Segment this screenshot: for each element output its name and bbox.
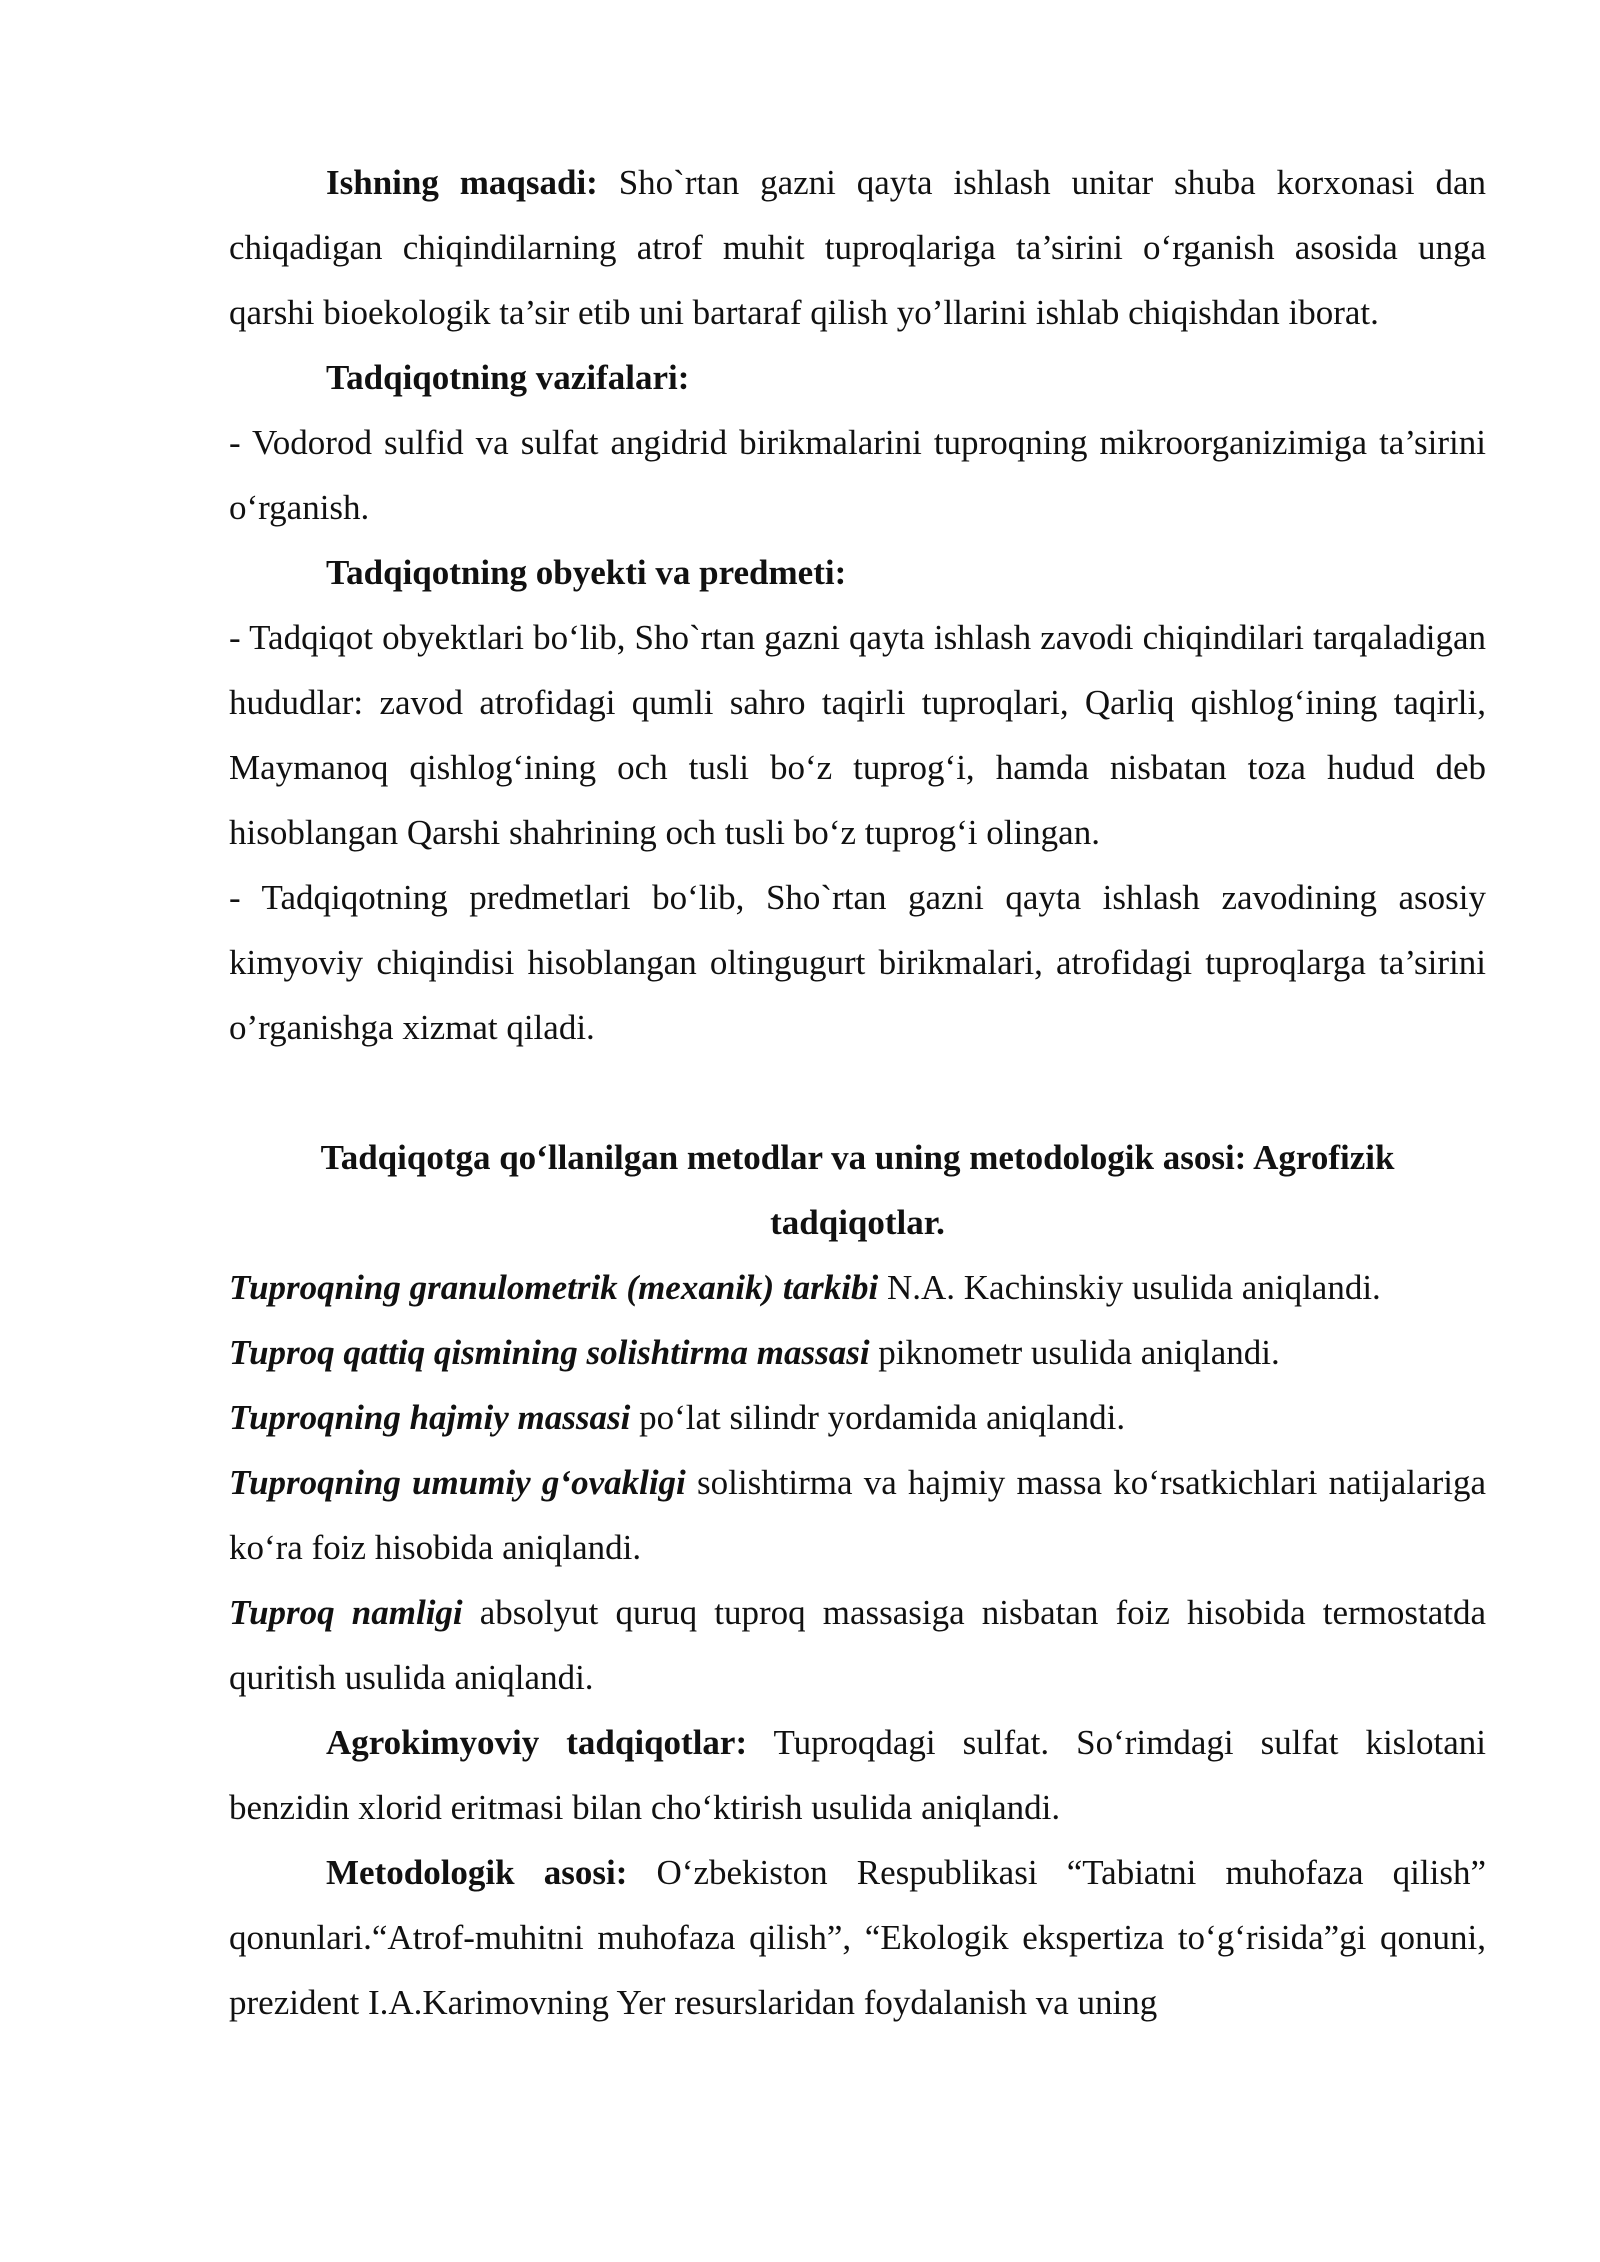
metod-text: solishtirma va hajmiy massa ko‘rsatkichlari natijalariga ko‘ra foiz hisobida aniqlandi. xyxy=(229,1463,1486,1567)
metod-term: Tuproqning hajmiy massasi xyxy=(229,1398,631,1437)
heading-vazifalar-text: Tadqiqotning vazifalari: xyxy=(326,358,690,397)
metod-text: absolyut quruq tuproq massasiga nisbatan foiz hisobida termostatda quritish usulida aniqlandi. xyxy=(229,1593,1486,1697)
metod-item-granulometrik xyxy=(229,1255,1486,1320)
metod-item-hajmiy xyxy=(229,1385,1486,1450)
heading-metodlar-line1 xyxy=(229,1125,1486,1190)
heading-metodlar-line1-text: Tadqiqotga qo‘llanilgan metodlar va uning metodologik asosi: Agrofizik xyxy=(320,1138,1395,1177)
metod-term: Tuproqning granulometrik (mexanik) tarkibi xyxy=(229,1268,879,1307)
text-maqsad: Sho`rtan gazni qayta ishlash unitar shuba korxonasi dan chiqadigan chiqindilarning atrof muhit tuproqlariga ta’sirini o‘rganish asosida unga qarshi bioekologik ta’sir etib uni bartaraf qilish yo’llarini ishlab chiqishdan iborat. xyxy=(229,163,1486,332)
metod-text: piknometr usulida aniqlandi. xyxy=(869,1333,1280,1372)
metod-item-govaklik xyxy=(229,1450,1486,1580)
obyekt-item-2: - Tadqiqotning predmetlari bo‘lib, Sho`rtan gazni qayta ishlash zavodining asosiy kimyoviy chiqindisi hisoblangan oltingugurt birikmalari, atrofidagi tuproqlarga ta’sirini o’rganishga xizmat qiladi. xyxy=(229,878,1486,1047)
heading-obyekt xyxy=(229,540,1486,605)
heading-metodlar-line2 xyxy=(229,1190,1486,1255)
metod-text: po‘lat silindr yordamida aniqlandi. xyxy=(630,1398,1126,1437)
metod-text: N.A. Kachinskiy usulida aniqlandi. xyxy=(878,1268,1381,1307)
paragraph-maqsad xyxy=(229,150,1486,345)
paragraph-agrokimyoviy xyxy=(229,1710,1486,1840)
heading-metodlar-line2-text: tadqiqotlar. xyxy=(770,1203,945,1242)
document-page xyxy=(229,150,1486,2035)
paragraph-metodologik xyxy=(229,1840,1486,2035)
metod-term: Tuproq qattiq qismining solishtirma massasi xyxy=(229,1333,870,1372)
vazifa-item-1: - Vodorod sulfid va sulfat angidrid birikmalarini tuproqning mikroorganizimiga ta’sirini o‘rganish. xyxy=(229,423,1486,527)
label-agrokimyoviy: Agrokimyoviy tadqiqotlar: xyxy=(326,1723,748,1762)
metod-item-solishtirma xyxy=(229,1320,1486,1385)
metod-item-namlik xyxy=(229,1580,1486,1710)
metod-term: Tuproqning umumiy g‘ovakligi xyxy=(229,1463,686,1502)
text-metodologik: O‘zbekiston Respublikasi “Tabiatni muhofaza qilish” qonunlari.“Atrof-muhitni muhofaza qilish”, “Ekologik ekspertiza to‘g‘risida”gi qonuni, prezident I.A.Karimovning Yer resurslaridan foydalanish va uning xyxy=(229,1853,1486,2022)
heading-obyekt-text: Tadqiqotning obyekti va predmeti: xyxy=(326,553,847,592)
blank-line xyxy=(229,1060,1486,1125)
obyekt-item-1: - Tadqiqot obyektlari bo‘lib, Sho`rtan gazni qayta ishlash zavodi chiqindilari tarqaladigan hududlar: zavod atrofidagi qumli sahro taqirli tuproqlari, Qarliq qishlog‘ining taqirli, Maymanoq qishlog‘ining och tusli bo‘z tuprog‘i, hamda nisbatan toza hudud deb hisoblangan Qarshi shahrining och tusli bo‘z tuprog‘i olingan. xyxy=(229,618,1486,852)
label-metodologik: Metodologik asosi: xyxy=(326,1853,628,1892)
metod-term: Tuproq namligi xyxy=(229,1593,463,1632)
heading-vazifalar xyxy=(229,345,1486,410)
text-agrokimyoviy: Tuproqdagi sulfat. So‘rimdagi sulfat kislotani benzidin xlorid eritmasi bilan cho‘ktirish usulida aniqlandi. xyxy=(229,1723,1487,1827)
label-maqsad: Ishning maqsadi: xyxy=(326,163,598,202)
